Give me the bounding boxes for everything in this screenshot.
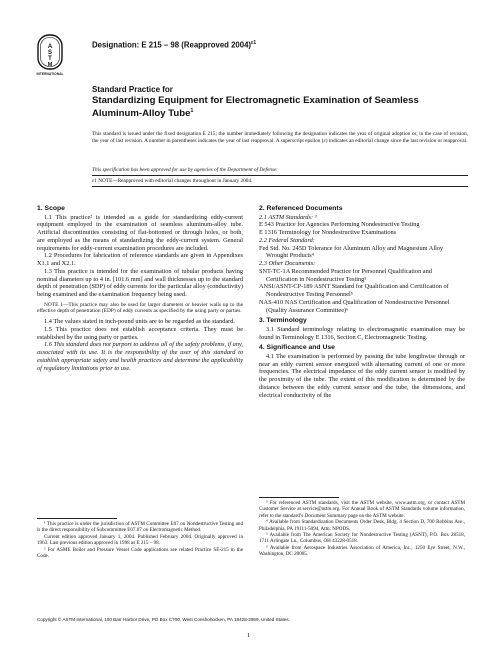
right-column [259,205,465,399]
footnote-2: ² For ASME Boiler and Pressure Vessel Code applications see related Practice SE-215 in the Code. [37,546,243,560]
section-heading-referenced-documents: 2. Referenced Documents [259,205,343,212]
document-title [92,95,452,120]
footnote-6: ⁶ Available from Aerospace Industries Association of America, Inc., 1250 Eye Street, N.W., Washington, DC 20005. [259,544,465,558]
paragraph-4-1: 4.1 The examination is performed by passing the tube lengthwise through or near an eddy current sensor energized with alternating current of one or more frequencies. The electrical impedance of the eddy current sensor is modified by the proximity of the tube. The extent of this modification is determined by the distance between the eddy current sensor and the tube, the dimensions, and electrical conductivity of the [259,352,465,399]
svg-text:A: A [47,44,53,50]
title-footnote-marker: 1 [190,108,194,115]
paragraph-1-2: 1.2 Procedures for fabrication of reference standards are given in Appendixes X1.1 and X2.1. [37,252,243,267]
footnote-rule-right [259,497,339,498]
copyright-footer: Copyright © ASTM International, 100 Barr Harbor Drive, PO Box C700, West Conshohocken, PA 19428-2959, United States. [37,617,290,622]
footnote-4: ⁴ Available from Standardization Documents Order Desk, Bldg. 4 Section D, 700 Robbins Ave., Philadelphia, PA 19111-5094, Attn: NPODS. [259,519,465,532]
paragraph-3-1: 3.1 Standard terminology relating to electromagnetic examination may be found in Terminology E 1316, Section C, Electromagnetic Testing. [259,325,465,341]
astm-logo-icon [37,34,63,72]
designation-superscript: ε1 [251,40,257,46]
other-documents-label: 2.3 Other Documents: [259,260,316,267]
ref-fed-std: Fed Std. No. 245D Tolerance for Aluminum Alloy and Magnesium Alloy Wrought Products⁴ [259,244,444,260]
dod-approval-statement: This specification has been approved for use by agencies of the Department of Defense. [92,167,278,173]
left-column [37,205,243,372]
svg-text:T: T [48,56,52,62]
federal-standard-label: 2.2 Federal Standard: [259,236,315,244]
svg-text:M: M [47,62,53,68]
logo-caption: INTERNATIONAL [36,72,64,76]
designation [92,40,256,50]
divider-top [92,175,468,176]
paragraph-1-3: 1.3 This practice is intended for the examination of tubular products having nominal diameters up to 4 in. [101.6 mm] and wall thicknesses up to the standard depth of penetration (SDP) of eddy currents for the particular alloy (conductivity) being examined and the examination frequency being used. [37,267,243,298]
footnotes-right [259,500,465,558]
designation-text: Designation: E 215 – 98 (Reapproved 2004) [92,40,252,50]
ref-cp-189: ANSI/ASNT-CP-189 ASNT Standard for Qualification and Certification of Nondestructive Testing Personnel⁵ [259,283,449,298]
divider-bottom [92,186,468,187]
ref-snt-tc-1a: SNT-TC-1A Recommended Practice for Personnel Qualification and Certification in Nondestructive Testing⁵ [259,267,432,283]
paragraph-1-6: 1.6 This standard does not purport to address all of the safety problems, if any, associated with its use. It is the responsibility of the user of this standard to establish appropriate safety and health practices and determine the applicability of regulatory limitations prior to use. [37,341,243,372]
section-heading-significance: 4. Significance and Use [259,344,335,352]
footnote-3: ³ For referenced ASTM standards, visit the ASTM website, www.astm.org, or contact ASTM Customer Service at service@astm.org. For Annual Book of ASTM Standards volume information, refer to the standard’s Document Summary page on the ASTM website. [259,500,465,519]
paragraph-1-4: 1.4 The values stated in inch-pound units are to be regarded as the standard. [44,318,236,326]
footnote-1-edition: Current edition approved January 1, 2004. Published February 2004. Originally approved in 1963. Last previous edition approved in 1998 as E 215 – 98. [37,533,243,547]
ref-e1316: E 1316 Terminology for Nondestructive Examinations [259,229,397,236]
paragraph-1-5: 1.5 This practice does not establish acceptance criteria. They must be established by the using party or parties. [37,325,243,341]
section-heading-scope: 1. Scope [37,205,65,212]
ref-e543: E 543 Practice for Agencies Performing Nondestructive Testing [259,221,420,229]
standard-type: Standard Practice for [92,85,173,94]
paragraph-1-1: 1.1 This practice² is intended as a guide for standardizing eddy-current equipment employed in the examination of seamless aluminum-alloy tube. Artificial discontinuities consisting of flat-bottomed or through holes, or both, are employed as the means of standardizing the eddy-current system. General requirements for eddy-current examination procedures are included. [37,213,243,252]
page-number: 1 [247,632,251,639]
footnotes-left [37,521,243,559]
section-heading-terminology: 3. Terminology [259,317,307,325]
footnote-5: ⁵ Available from The American Society for Nondestructive Testing (ASNT), P.O. Box 28518, 1711 Arlingate Ln., Columbus, OH 43228-0518. [259,532,465,545]
footnote-1: ¹ This practice is under the jurisdiction of ASTM Committee E07 on Nondestructive Testing and is the direct responsibility of Subcommittee E07.07 on Electromagnetic Method. [37,521,243,534]
svg-text:S: S [47,50,53,56]
ref-nas-410: NAS-410 NAS Certification and Qualification of Nondestructive Personnel (Quality Assurance Committee)⁶ [259,298,450,314]
footnote-rule-left [37,518,117,519]
note-1: NOTE 1—This practice may also be used for larger diameters or heavier walls up to the effective depth of penetration (EDP) of eddy currents as specified by the using party or parties. [37,301,243,315]
issuance-statement: This standard is issued under the fixed designation E 215; the number immediately following the designation indicates the year of original adoption or, in the case of revision, the year of last revision. A number in parentheses indicates the year of last reapproval. A superscript epsilon (ε) indicates an editorial change since the last revision or reapproval. [92,131,468,145]
epsilon-note: ε1 NOTE—Reapproved with editorial changes throughout in January 2004. [92,178,253,184]
document-title-text: Standardizing Equipment for Electromagnetic Examination of Seamless Aluminum-Alloy Tube [92,95,419,120]
astm-standards-label: 2.1 ASTM Standards: ³ [259,213,317,221]
astm-logo [37,34,63,72]
